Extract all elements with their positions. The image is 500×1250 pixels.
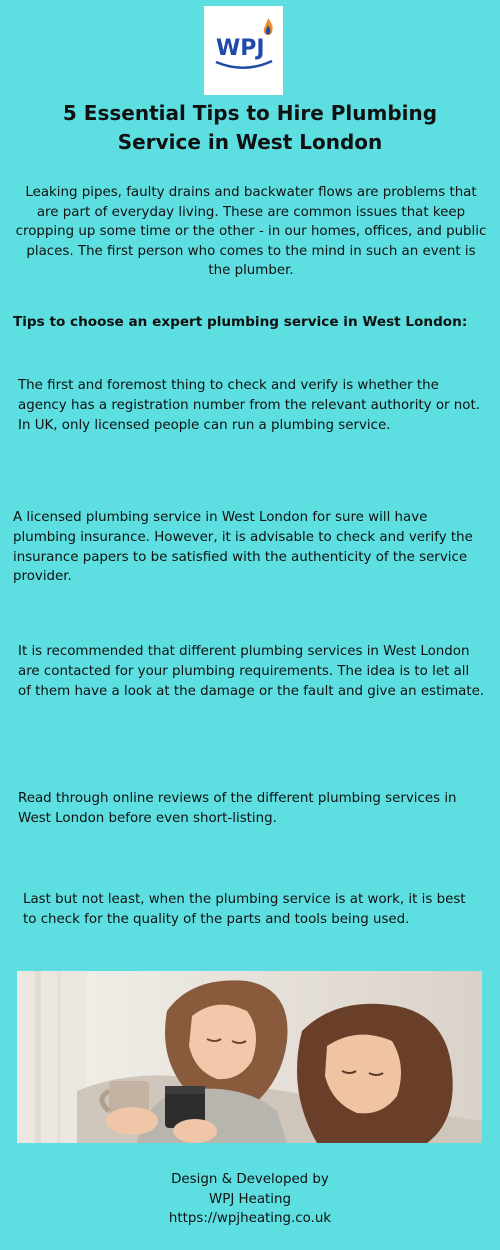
tip-3: It is recommended that different plumbing services in West London are contacted for your plumbing requirements. The idea is to let all of them have a look at the damage or the fault and give an estimate. [18,644,485,699]
photo-illustration [17,971,482,1143]
footer [0,1170,500,1229]
logo-swoosh-icon [214,58,274,72]
logo-text: WPJ [216,36,265,61]
footer-company: WPJ Heating [209,1191,291,1207]
flame-icon [262,18,274,38]
footer-url: https://wpjheating.co.uk [168,1211,332,1226]
intro-paragraph: Leaking pipes, faulty drains and backwater flows are problems that are part of everyday living. These are common issues that keep cropping up some time or the other - in our homes, offices, and public places. The first person who comes to the mind in such an event is the plumber. [15,185,487,279]
page-title: 5 Essential Tips to Hire Plumbing Service in West London [62,101,438,154]
tip-5: Last but not least, when the plumbing service is at work, it is best to check for the quality of the parts and tools being used. [23,892,466,927]
tips-subheading: Tips to choose an expert plumbing service in West London: [13,314,468,330]
footer-credit: Design & Developed by [171,1172,329,1187]
tip-4: Read through online reviews of the different plumbing services in West London before even short-listing. [18,791,457,826]
wpj-logo [204,6,283,95]
relaxing-women-photo [17,971,482,1143]
tip-1: The first and foremost thing to check and verify is whether the agency has a registration number from the relevant authority or not. In UK, only licensed people can run a plumbing service. [18,378,480,433]
tip-2: A licensed plumbing service in West London for sure will have plumbing insurance. However, it is advisable to check and verify the insurance papers to be satisfied with the authenticity of the service provider. [13,510,473,585]
